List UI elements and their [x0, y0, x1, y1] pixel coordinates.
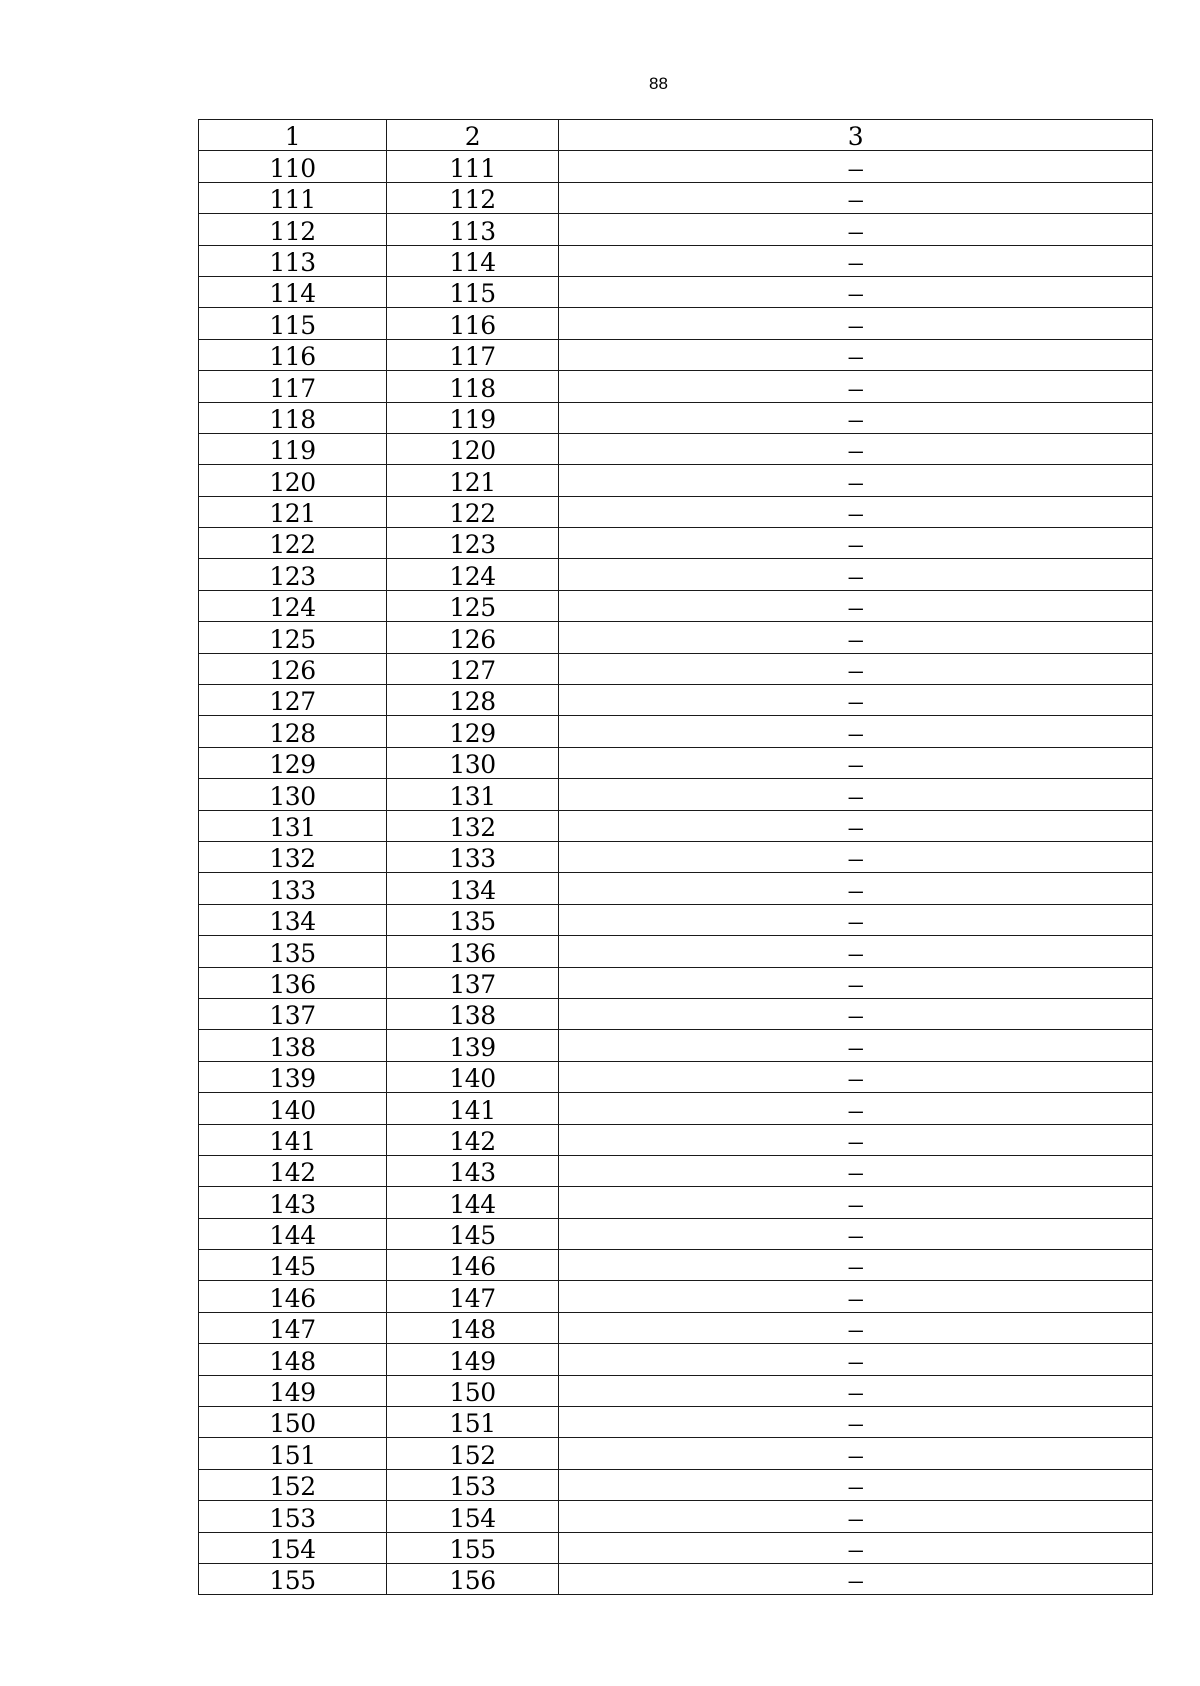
table-cell-col1: 120 [199, 465, 387, 496]
data-table [198, 119, 1153, 1595]
table-cell-col3: – [559, 496, 1153, 527]
table-cell-col1: 139 [199, 1061, 387, 1092]
table-row [199, 1281, 1153, 1312]
table-row [199, 559, 1153, 590]
table-cell-col1: 142 [199, 1155, 387, 1186]
table-cell-col1: 113 [199, 245, 387, 276]
table-cell-col1: 119 [199, 433, 387, 464]
table-cell-col2: 132 [387, 810, 559, 841]
table-cell-col1: 138 [199, 1030, 387, 1061]
table-row [199, 1375, 1153, 1406]
table-cell-col3: – [559, 1532, 1153, 1563]
table-cell-col2: 135 [387, 904, 559, 935]
table-row [199, 308, 1153, 339]
table-cell-col3: – [559, 1407, 1153, 1438]
table-cell-col1: 152 [199, 1469, 387, 1500]
table-cell-col1: 125 [199, 622, 387, 653]
table-cell-col3: – [559, 1061, 1153, 1092]
table-cell-col2: 130 [387, 747, 559, 778]
table-cell-col2: 142 [387, 1124, 559, 1155]
table-cell-col2: 112 [387, 182, 559, 213]
table-cell-col2: 154 [387, 1501, 559, 1532]
table-cell-col2: 123 [387, 528, 559, 559]
column-header-3: 3 [559, 120, 1153, 151]
table-cell-col3: – [559, 841, 1153, 872]
table-row [199, 779, 1153, 810]
table-cell-col1: 155 [199, 1563, 387, 1594]
table-cell-col1: 129 [199, 747, 387, 778]
table-cell-col2: 113 [387, 214, 559, 245]
table-cell-col2: 155 [387, 1532, 559, 1563]
table-row [199, 1344, 1153, 1375]
table-cell-col1: 132 [199, 841, 387, 872]
table-row [199, 245, 1153, 276]
table-cell-col2: 118 [387, 371, 559, 402]
table-cell-col3: – [559, 308, 1153, 339]
table-cell-col3: – [559, 1093, 1153, 1124]
table-cell-col2: 143 [387, 1155, 559, 1186]
table-cell-col1: 140 [199, 1093, 387, 1124]
table-row [199, 402, 1153, 433]
table-row [199, 590, 1153, 621]
table-body [199, 120, 1153, 1595]
table-cell-col3: – [559, 214, 1153, 245]
table-cell-col3: – [559, 182, 1153, 213]
table-row [199, 214, 1153, 245]
table-cell-col2: 122 [387, 496, 559, 527]
table-cell-col2: 140 [387, 1061, 559, 1092]
table-row [199, 1030, 1153, 1061]
table-cell-col3: – [559, 622, 1153, 653]
table-cell-col3: – [559, 747, 1153, 778]
table-cell-col2: 151 [387, 1407, 559, 1438]
table-cell-col2: 153 [387, 1469, 559, 1500]
table-cell-col3: – [559, 779, 1153, 810]
table-cell-col1: 126 [199, 653, 387, 684]
table-cell-col1: 114 [199, 276, 387, 307]
table-row [199, 1312, 1153, 1343]
table-cell-col1: 150 [199, 1407, 387, 1438]
table-cell-col3: – [559, 904, 1153, 935]
table-row [199, 182, 1153, 213]
table-cell-col1: 130 [199, 779, 387, 810]
table-cell-col1: 143 [199, 1187, 387, 1218]
table-cell-col3: – [559, 465, 1153, 496]
table-cell-col1: 153 [199, 1501, 387, 1532]
table-cell-col2: 117 [387, 339, 559, 370]
table-cell-col2: 116 [387, 308, 559, 339]
table-header-row [199, 120, 1153, 151]
table-cell-col1: 121 [199, 496, 387, 527]
table-cell-col2: 147 [387, 1281, 559, 1312]
table-row [199, 1532, 1153, 1563]
table-cell-col1: 141 [199, 1124, 387, 1155]
column-header-1: 1 [199, 120, 387, 151]
table-cell-col1: 112 [199, 214, 387, 245]
table-cell-col3: – [559, 559, 1153, 590]
table-row [199, 1563, 1153, 1594]
table-cell-col3: – [559, 1187, 1153, 1218]
table-cell-col1: 123 [199, 559, 387, 590]
table-cell-col2: 152 [387, 1438, 559, 1469]
table-cell-col2: 129 [387, 716, 559, 747]
table-cell-col2: 114 [387, 245, 559, 276]
table-cell-col1: 136 [199, 967, 387, 998]
table-row [199, 622, 1153, 653]
table-row [199, 339, 1153, 370]
table-cell-col1: 154 [199, 1532, 387, 1563]
table-row [199, 998, 1153, 1029]
table-cell-col3: – [559, 998, 1153, 1029]
table-cell-col2: 111 [387, 151, 559, 182]
table-cell-col1: 137 [199, 998, 387, 1029]
table-cell-col2: 137 [387, 967, 559, 998]
table-cell-col2: 125 [387, 590, 559, 621]
table-cell-col1: 128 [199, 716, 387, 747]
table-cell-col1: 135 [199, 936, 387, 967]
table-cell-col1: 111 [199, 182, 387, 213]
table-row [199, 371, 1153, 402]
table-cell-col3: – [559, 1344, 1153, 1375]
table-row [199, 653, 1153, 684]
table-row [199, 1155, 1153, 1186]
table-cell-col2: 131 [387, 779, 559, 810]
table-cell-col2: 138 [387, 998, 559, 1029]
table-cell-col3: – [559, 967, 1153, 998]
table-cell-col3: – [559, 276, 1153, 307]
table-row [199, 967, 1153, 998]
table-cell-col3: – [559, 245, 1153, 276]
table-cell-col2: 127 [387, 653, 559, 684]
table-row [199, 433, 1153, 464]
table-cell-col3: – [559, 1124, 1153, 1155]
table-cell-col3: – [559, 716, 1153, 747]
table-cell-col3: – [559, 590, 1153, 621]
table-row [199, 685, 1153, 716]
table-cell-col3: – [559, 528, 1153, 559]
table-cell-col2: 119 [387, 402, 559, 433]
table-cell-col3: – [559, 1250, 1153, 1281]
table-cell-col1: 134 [199, 904, 387, 935]
table-row [199, 810, 1153, 841]
table-row [199, 1438, 1153, 1469]
table-cell-col2: 150 [387, 1375, 559, 1406]
table-cell-col1: 151 [199, 1438, 387, 1469]
table-cell-col2: 141 [387, 1093, 559, 1124]
table-cell-col2: 156 [387, 1563, 559, 1594]
table-cell-col2: 136 [387, 936, 559, 967]
table-cell-col3: – [559, 1375, 1153, 1406]
table-row [199, 841, 1153, 872]
table-row [199, 496, 1153, 527]
table-row [199, 1093, 1153, 1124]
table-cell-col1: 122 [199, 528, 387, 559]
table-cell-col1: 118 [199, 402, 387, 433]
table-cell-col1: 127 [199, 685, 387, 716]
table-cell-col3: – [559, 1281, 1153, 1312]
table-cell-col2: 126 [387, 622, 559, 653]
table-cell-col3: – [559, 339, 1153, 370]
table-row [199, 747, 1153, 778]
table-row [199, 936, 1153, 967]
table-cell-col3: – [559, 433, 1153, 464]
table-cell-col2: 149 [387, 1344, 559, 1375]
table-cell-col3: – [559, 653, 1153, 684]
table-cell-col1: 146 [199, 1281, 387, 1312]
column-header-2: 2 [387, 120, 559, 151]
table-row [199, 1469, 1153, 1500]
table-cell-col1: 147 [199, 1312, 387, 1343]
table-row [199, 465, 1153, 496]
table-cell-col1: 145 [199, 1250, 387, 1281]
table-row [199, 1187, 1153, 1218]
table-cell-col2: 121 [387, 465, 559, 496]
table-cell-col3: – [559, 402, 1153, 433]
table-cell-col1: 144 [199, 1218, 387, 1249]
table-cell-col2: 124 [387, 559, 559, 590]
table-cell-col1: 133 [199, 873, 387, 904]
table-cell-col2: 145 [387, 1218, 559, 1249]
table-row [199, 716, 1153, 747]
table-row [199, 1061, 1153, 1092]
table-cell-col1: 131 [199, 810, 387, 841]
table-cell-col1: 116 [199, 339, 387, 370]
table-cell-col2: 133 [387, 841, 559, 872]
table-row [199, 1501, 1153, 1532]
table-cell-col3: – [559, 1218, 1153, 1249]
table-cell-col3: – [559, 936, 1153, 967]
table-cell-col3: – [559, 1469, 1153, 1500]
table-cell-col3: – [559, 685, 1153, 716]
table-cell-col1: 115 [199, 308, 387, 339]
table-row [199, 528, 1153, 559]
table-cell-col3: – [559, 371, 1153, 402]
table-row [199, 873, 1153, 904]
table-row [199, 1218, 1153, 1249]
table-cell-col1: 124 [199, 590, 387, 621]
table-cell-col1: 117 [199, 371, 387, 402]
table-cell-col3: – [559, 1312, 1153, 1343]
table-cell-col2: 128 [387, 685, 559, 716]
table-cell-col1: 148 [199, 1344, 387, 1375]
table-cell-col3: – [559, 1030, 1153, 1061]
table-row [199, 151, 1153, 182]
table-cell-col3: – [559, 151, 1153, 182]
table-cell-col2: 148 [387, 1312, 559, 1343]
table-row [199, 1250, 1153, 1281]
table-cell-col2: 115 [387, 276, 559, 307]
table-cell-col3: – [559, 1501, 1153, 1532]
table-cell-col3: – [559, 1563, 1153, 1594]
table-cell-col2: 134 [387, 873, 559, 904]
page-number: 88 [649, 74, 668, 93]
table-cell-col3: – [559, 1155, 1153, 1186]
table-row [199, 1124, 1153, 1155]
table-cell-col1: 149 [199, 1375, 387, 1406]
table-cell-col3: – [559, 1438, 1153, 1469]
table-row [199, 1407, 1153, 1438]
table-row [199, 904, 1153, 935]
table-row [199, 276, 1153, 307]
table-cell-col2: 120 [387, 433, 559, 464]
table-cell-col2: 144 [387, 1187, 559, 1218]
table-cell-col1: 110 [199, 151, 387, 182]
table-cell-col2: 139 [387, 1030, 559, 1061]
table-cell-col3: – [559, 810, 1153, 841]
table-cell-col3: – [559, 873, 1153, 904]
table-cell-col2: 146 [387, 1250, 559, 1281]
